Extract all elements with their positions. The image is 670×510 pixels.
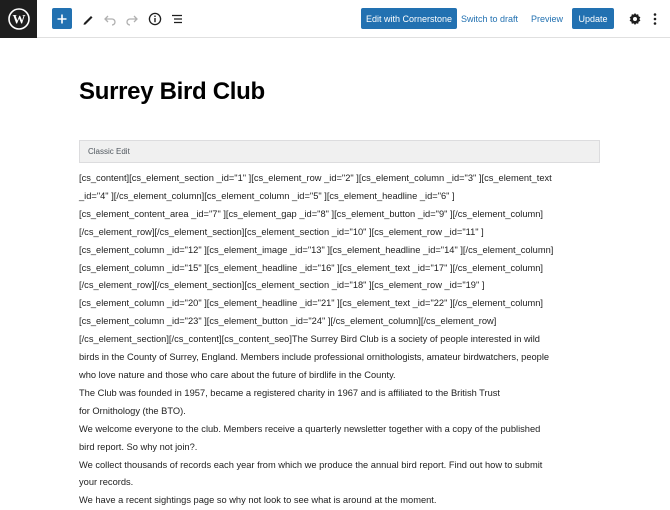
info-icon xyxy=(148,12,162,26)
more-vertical-icon xyxy=(648,12,662,26)
content-line: [cs_element_column _id="23" ][cs_element_button _id="24" ][/cs_element_column][/cs_element_row] xyxy=(79,316,497,327)
content-line: [cs_element_column _id="12" ][cs_element_image _id="13" ][cs_element_headline _id="14" ][/cs_element_column] xyxy=(79,244,554,255)
switch-to-draft-button[interactable]: Switch to draft xyxy=(461,13,519,24)
editor-toolbar xyxy=(0,0,670,38)
content-line: [/cs_element_row][/cs_element_section][cs_element_section _id="10" ][cs_element_row _id="11" ] xyxy=(79,226,484,237)
content-line: [cs_element_content_area _id="7" ][cs_element_gap _id="8" ][cs_element_button _id="9" ][/cs_element_column] xyxy=(79,208,544,219)
settings-button[interactable] xyxy=(625,9,645,29)
redo-button[interactable] xyxy=(122,9,142,29)
post-title[interactable]: Surrey Bird Club xyxy=(79,78,265,105)
content-line: We collect thousands of records each year from which we produce the annual bird report. Find out how to submit xyxy=(79,459,543,470)
options-button[interactable] xyxy=(645,9,665,29)
content-line: The Club was founded in 1957, became a registered charity in 1967 and is affiliated to the British Trust xyxy=(79,387,501,398)
pencil-icon xyxy=(81,12,95,26)
content-line: birds in the County of Surrey, England. Members include professional ornithologists, amateur birdwatchers, people xyxy=(79,352,550,363)
preview-button[interactable]: Preview xyxy=(531,13,564,24)
add-block-button[interactable] xyxy=(52,8,72,29)
redo-icon xyxy=(125,12,139,26)
content-line: bird report. So why not join?. xyxy=(79,441,198,452)
edit-tool-button[interactable] xyxy=(78,9,98,29)
content-line: We have a recent sightings page so why not look to see what is around at the moment. xyxy=(79,495,437,506)
content-line: [/cs_element_row][/cs_element_section][cs_element_section _id="18" ][cs_element_row _id="19" ] xyxy=(79,280,485,291)
content-line: _id="4" ][/cs_element_column][cs_element_column _id="5" ][cs_element_headline _id="6" ] xyxy=(79,190,455,201)
content-line: [cs_element_column _id="20" ][cs_element_headline _id="21" ][cs_element_text _id="22" ][/cs_element_column] xyxy=(79,298,544,309)
svg-text:W: W xyxy=(12,11,25,27)
content-line: [cs_content][cs_element_section _id="1" ][cs_element_row _id="2" ][cs_element_column _id="3" ][cs_element_text xyxy=(79,173,552,183)
classic-edit-block-toolbar[interactable] xyxy=(79,140,600,163)
edit-with-cornerstone-button[interactable]: Edit with Cornerstone xyxy=(361,8,457,29)
classic-edit-label: Classic Edit xyxy=(88,147,130,156)
wordpress-logo-icon[interactable] xyxy=(0,0,37,38)
list-view-button[interactable] xyxy=(167,9,187,29)
content-line: [/cs_element_section][/cs_content][cs_content_seo]The Surrey Bird Club is a society of people interested in wild xyxy=(79,334,540,345)
plus-icon xyxy=(57,14,67,24)
content-line: [cs_element_column _id="15" ][cs_element_headline _id="16" ][cs_element_text _id="17" ][/cs_element_column] xyxy=(79,262,544,273)
update-button[interactable]: Update xyxy=(572,8,614,29)
gear-icon xyxy=(628,12,642,26)
undo-button[interactable] xyxy=(100,9,120,29)
content-line: your records. xyxy=(79,477,134,488)
list-view-icon xyxy=(170,12,184,26)
undo-icon xyxy=(103,12,117,26)
content-line: who love nature and those who care about the future of birdlife in the County. xyxy=(79,369,396,380)
details-button[interactable] xyxy=(145,9,165,29)
content-line: for Ornithology (the BTO). xyxy=(79,405,186,416)
content-line: We welcome everyone to the club. Members receive a quarterly newsletter together with a copy of the published xyxy=(79,423,541,434)
classic-editor-content[interactable] xyxy=(79,170,599,510)
